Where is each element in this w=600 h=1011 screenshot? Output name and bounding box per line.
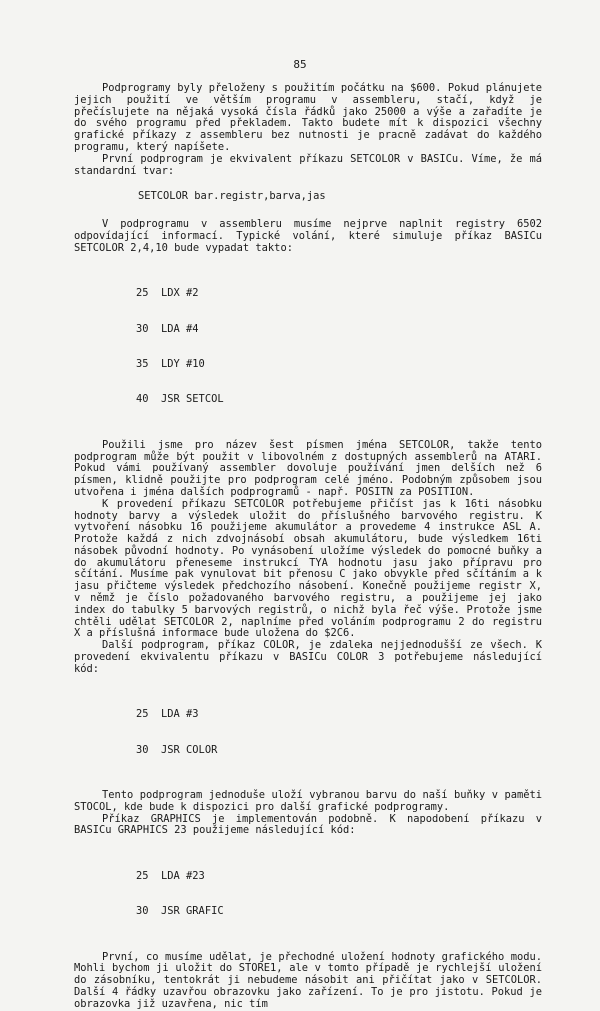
paragraph-6: Další podprogram, příkaz COLOR, je zdaleka nejjednodušší ze všech. K provedení ekvivalentu příkazu v BASICu COLOR 3 potřebujeme následující kód: [74,639,542,675]
paragraph-1: Podprogramy byly přeloženy s použitím počátku na $600. Pokud plánujete jejich použití ve větším programu v assembleru, stačí, když je přečíslujete na nějaká vysoká čísla řádků jako 25000 a výše a zařadíte je do svého programu před překladem. Takto budete mít k dispozici všechny grafické příkazy z assembleru bez nutnosti je pracně zadávat do každého programu, který napíšete. [74,82,542,153]
paragraph-4: Použili jsme pro název šest písmen jména SETCOLOR, takže tento podprogram může být použit v libovolném z dostupných assemblerů na ATARI. Pokud vámi používaný assembler dovoluje používání jmen delších než 6 písmen, klidně použijte pro podprogram celé jméno. Podobným způsobem jsou utvořena i jména dalších podprogramů - např. POSITN za POSITION. [74,438,542,498]
code-line: 25 LDX #2 [136,287,199,300]
code-block-color [136,686,542,780]
text-body [74,83,542,1011]
code-line: 30 JSR GRAFIC [136,905,224,918]
code-line: 35 LDY #10 [136,357,205,370]
paragraph-7: Tento podprogram jednoduše uloží vybranou barvu do naší buňky v paměti STOCOL, kde bude k dispozici pro další grafické podprogramy. [74,789,542,813]
code-block-graphics [136,847,542,941]
paragraph-2: První podprogram je ekvivalent příkazu SETCOLOR v BASICu. Víme, že má standardní tvar: [74,152,542,177]
paragraph-9: První, co musíme udělat, je přechodné uložení hodnoty grafického modu. Mohli bychom ji uložit do STORE1, ale v tomto případě je rychlejší uložení do zásobníku, tentokrát ji nebudeme násobit ani přičítat jako v SETCOLOR. Další 4 řádky uzavřou obrazovku jako zařízení. To je pro jistotu. Pokud je obrazovka již uzavřena, nic tím [74,950,542,1010]
paragraph-3: V podprogramu v assembleru musíme nejprve naplnit registry 6502 odpovídající informací. Typické volání, které simuluje příkaz BASICu SETCOLOR 2,4,10 bude vypadat takto: [74,218,542,254]
code-line: 30 LDA #4 [136,322,199,335]
paragraph-5: K provedení příkazu SETCOLOR potřebujeme přičíst jas k 16ti násobku hodnoty barvy a výsledek uložit do příslušného barvového registru. K vytvoření násobku 16 použijeme akumulátor a provedeme 4 instrukce ASL A. Protože každá z nich zdvojnásobí obsah akumulátoru, bude výsledkem 16ti násobek původní hodnoty. Po vynásobení uložíme výsledek do pomocné buňky a do akumulátoru přeneseme instrukcí TYA hodnotu jasu jako přípravu pro sčítání. Musíme pak vynulovat bit přenosu C jako obvykle před sčítáním a k jasu přičteme výsledek předchozího násobení. Konečně použijeme registr X, v němž je číslo požadovaného barvového registru, a použijeme jej jako index do tabulky 5 barvových registrů, o nichž byla řeč výše. Protože jsme chtěli udělat SETCOLOR 2, naplníme před voláním podprogramu 2 do registru X a příslušná informace bude uložena do $2C6. [74,497,542,640]
paragraph-8: Příkaz GRAPHICS je implementován podobně. K napodobení příkazu v BASICu GRAPHICS 23 použijeme následující kód: [74,812,542,837]
setcolor-syntax: SETCOLOR bar.registr,barva,jas [138,190,326,203]
page-number: 85 [293,58,307,71]
code-line: 40 JSR SETCOL [136,393,224,406]
code-block-setcolor [136,265,542,430]
code-line: 25 LDA #23 [136,869,205,882]
code-line: 30 JSR COLOR [136,743,218,756]
code-line: 25 LDA #3 [136,708,199,721]
